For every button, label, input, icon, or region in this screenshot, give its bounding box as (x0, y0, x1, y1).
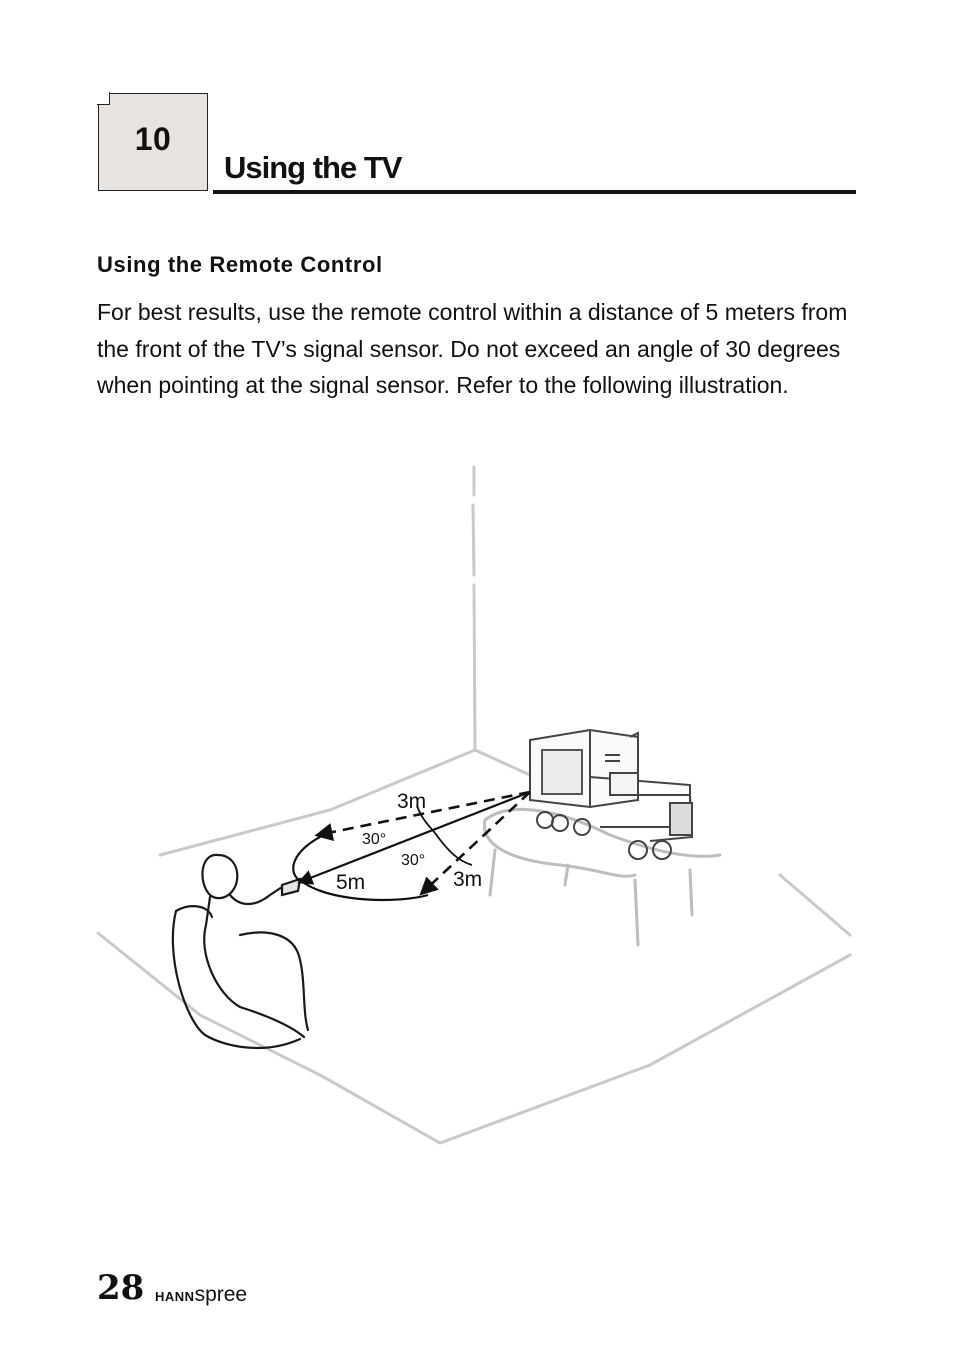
label-angle-top: 30° (362, 831, 387, 848)
label-angle-bottom: 30° (401, 852, 426, 869)
chapter-number: 10 (134, 121, 172, 157)
section-heading: Using the Remote Control (97, 252, 383, 277)
section-body: For best results, use the remote control within a distance of 5 meters from the front of the TV’s signal sensor. Do not exceed an angle of 30 degrees when pointing at the signal sensor. Refer to the following illustration. (97, 299, 848, 398)
angle-arcs (417, 805, 472, 865)
brand-light: spree (194, 1283, 248, 1306)
label-5m: 5m (336, 871, 366, 894)
page-number: 28 (97, 1268, 145, 1308)
room-outline (98, 467, 850, 1143)
chapter-title: Using the TV (224, 150, 402, 185)
tv-set-icon (530, 730, 692, 859)
label-3m-bottom: 3m (453, 868, 483, 891)
brand-logo (155, 1283, 247, 1307)
label-3m-top: 3m (397, 790, 427, 813)
chapter-number-box (98, 93, 208, 191)
viewer-in-chair-icon (173, 855, 308, 1048)
brand-bold: HANN (155, 1289, 195, 1304)
title-underline (213, 190, 856, 194)
remote-range-illustration (90, 455, 870, 1165)
